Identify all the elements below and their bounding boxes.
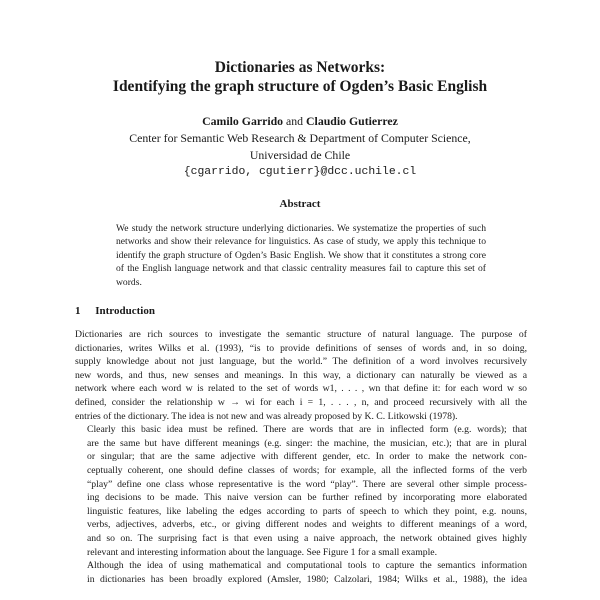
- abstract-heading: Abstract: [279, 198, 321, 210]
- abstract-line: We study the network structure underlying dictionaries. We systematize the properties of such: [116, 223, 486, 234]
- author-names: [0, 113, 600, 130]
- author-separator: and: [286, 114, 304, 128]
- section-title: Introduction: [95, 305, 155, 317]
- text-line: defined, consider the relationship w → wi for each i = 1, . . . , n, and proceed recursively with all the: [75, 396, 527, 408]
- text-line: network where each word w is related to the set of words w1, . . . , wn that define it: for each word w so: [75, 383, 527, 395]
- affiliation-line-2: Universidad de Chile: [249, 148, 351, 162]
- affiliation-line-1: Center for Semantic Web Research & Department of Computer Science,: [129, 131, 471, 145]
- text-line: in dictionaries has been broadly explored (Amsler, 1980; Calzolari, 1984; Wilks et al., 1988), the idea: [87, 573, 527, 585]
- introduction-body: [75, 328, 527, 586]
- author-email: {cgarrido, cgutierr}@dcc.uchile.cl: [183, 166, 417, 178]
- abstract-body: [116, 222, 486, 289]
- section-number: 1: [75, 305, 81, 317]
- text-line: or singular; that are the same adjective with different gender, etc. In order to make the network con-: [87, 451, 527, 463]
- title-line-1: Dictionaries as Networks:: [214, 59, 386, 76]
- paragraph-1: [75, 328, 527, 423]
- section-heading: [75, 305, 155, 317]
- text-line: dictionaries, writes Wilks et al. (1993), “is to provide definitions of senses of words and, in so doing,: [75, 342, 527, 354]
- paragraph-3: [75, 559, 527, 586]
- abstract-line: of the English language network and that classic centrality measures fail to capture this set of: [116, 263, 486, 275]
- author-1: Camilo Garrido: [202, 114, 284, 128]
- title-line-2: Identifying the graph structure of Ogden’s Basic English: [112, 78, 488, 95]
- abstract-line: networks and show their relevance for linguistics. As case of study, we apply this technique to: [116, 236, 486, 248]
- text-line: verbs, adjectives, adverbs, etc., or giving different nodes and weights to different meanings of a word,: [87, 519, 527, 531]
- paper-title: [0, 58, 600, 96]
- text-line: are the same but have different meanings (e.g. singer: the machine, the musician, etc.); that are in plural: [87, 437, 527, 449]
- text-line: ing decisions to be made. This naive version can be further refined by incorporating more elaborated: [87, 492, 527, 504]
- text-line: new words, and thus, new senses and meanings. In this way, a dictionary can naturally be viewed as a: [75, 369, 527, 381]
- text-line: relevant and interesting information about the language. See Figure 1 for a small example.: [87, 546, 437, 558]
- abstract-line: words.: [116, 276, 142, 288]
- text-line: Dictionaries are rich sources to investigate the semantic structure of natural language. The purpose of: [75, 329, 527, 340]
- text-line: Although the idea of using mathematical and computational tools to capture the semantics information: [87, 560, 527, 572]
- text-line: supply knowledge about not just language, but the world.” The definition of a word involves recursively: [75, 356, 527, 368]
- text-line: linguistic features, like labeling the edges according to parts of speech to which they point, e.g. nouns,: [87, 505, 527, 517]
- author-block: [0, 113, 600, 181]
- abstract-line: identify the graph structure of Ogden’s Basic English. We show that it constitutes a strong core: [116, 249, 486, 261]
- text-line: ceptually coherent, one should define classes of words; for example, all the inflected forms of the verb: [87, 464, 527, 476]
- text-line: Clearly this basic idea must be refined. There are words that are in inflected form (e.g. words); that: [87, 424, 527, 436]
- paragraph-2: [75, 423, 527, 559]
- text-line: entries of the dictionary. The idea is not new and was already proposed by K. C. Litkowski (1978).: [75, 410, 458, 422]
- text-line: “play” define one class whose representative is the word “play”. There are several other simple process-: [87, 478, 527, 490]
- author-2: Claudio Gutierrez: [306, 114, 398, 128]
- text-line: and so on. The surprising fact is that even using a naive approach, the network obtained gives highly: [87, 532, 527, 544]
